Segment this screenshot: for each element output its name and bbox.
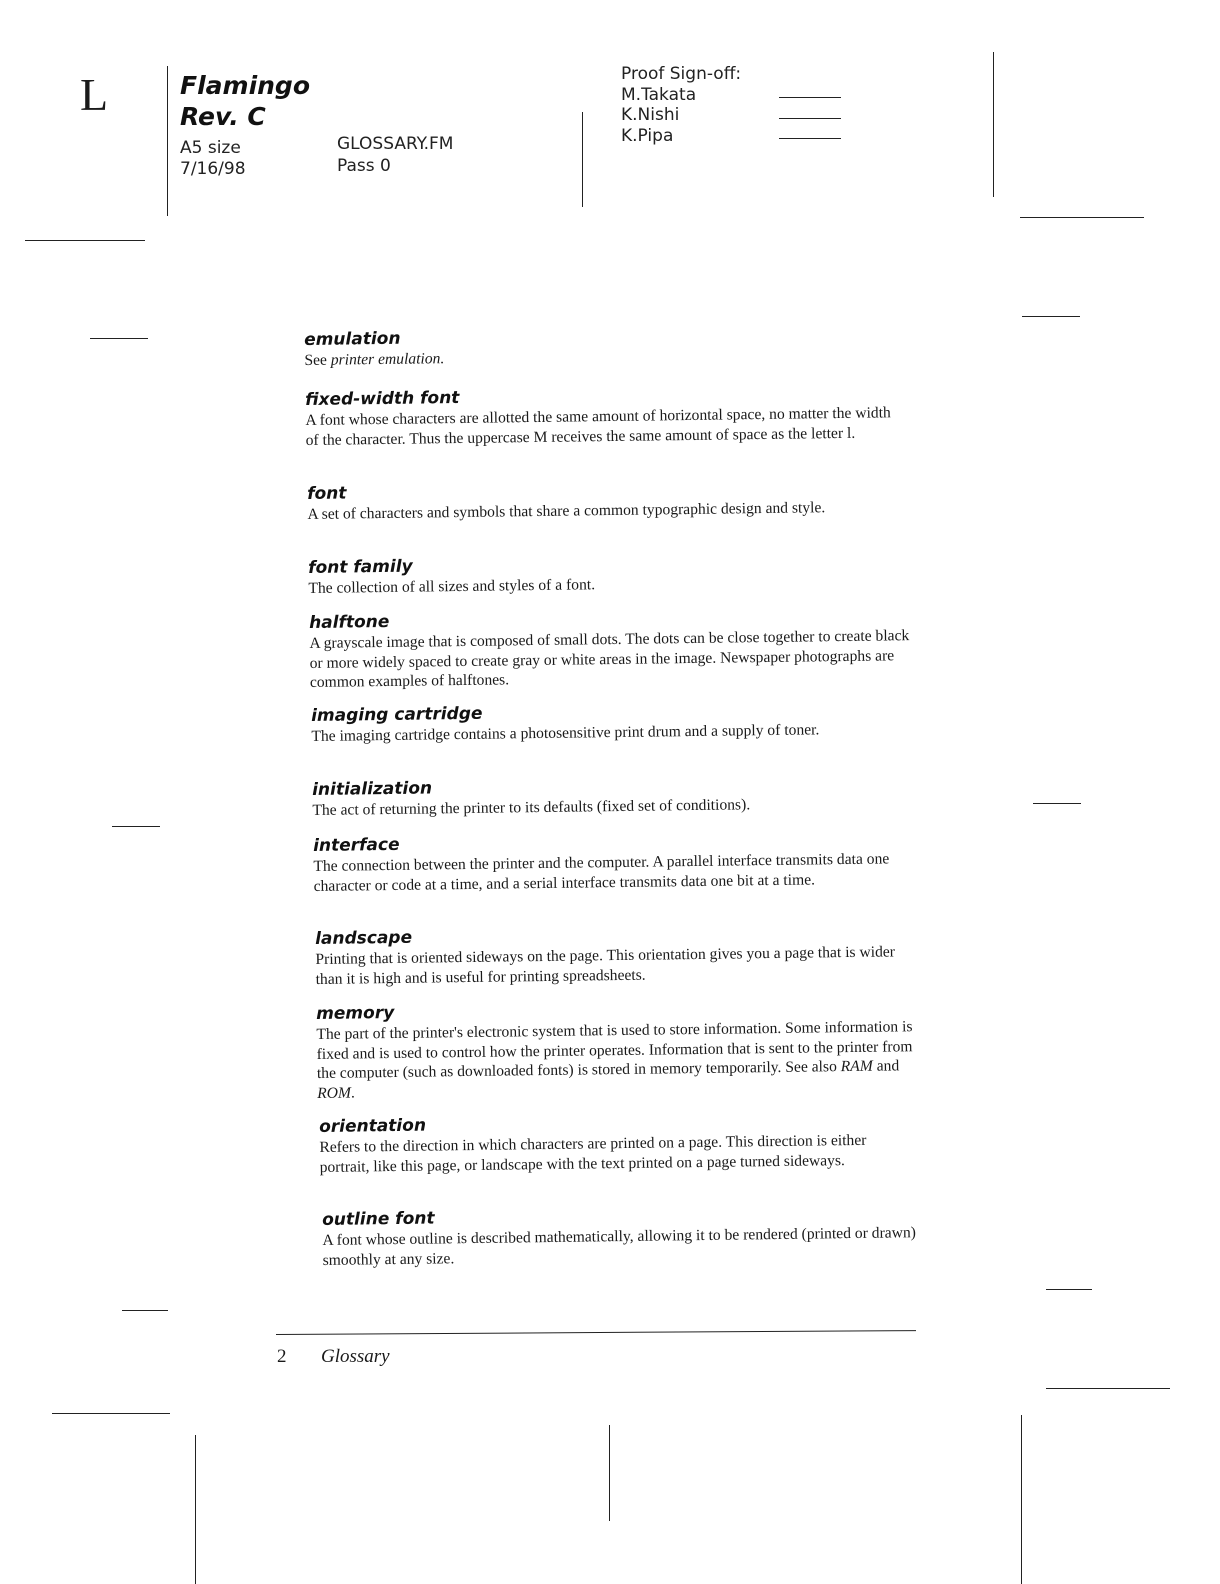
glossary-term: halftone — [309, 611, 390, 633]
glossary-entry — [313, 828, 914, 896]
footer-rule — [276, 1330, 916, 1335]
file-name: GLOSSARY.FM — [337, 134, 454, 154]
glossary-definition: See printer emulation. — [304, 350, 445, 369]
glossary-entry — [312, 772, 912, 820]
revision: Rev. C — [180, 102, 266, 131]
section-name: Glossary — [321, 1346, 390, 1367]
paper-size: A5 size — [180, 138, 241, 158]
glossary-entry — [307, 476, 907, 524]
glossary-definition: The connection between the printer and the computer. A parallel interface transmits data one character or code at a time, and a serial interface transmits data one bit at a time. — [313, 850, 890, 895]
glossary-entry — [311, 698, 911, 746]
glossary-term: memory — [316, 1002, 395, 1024]
glossary-term: font — [307, 483, 347, 504]
glossary-definition: A grayscale image that is composed of small dots. The dots can be close together to create black or more widely spaced to create gray or white areas in the image. Newspaper photographs are common examples of halftones. — [309, 627, 910, 691]
signoff-name: K.Pipa — [621, 125, 674, 146]
glossary-definition: Printing that is oriented sideways on the page. This orientation gives you a page that is wider than it is high and is useful for printing spreadsheets. — [315, 943, 896, 988]
date: 7/16/98 — [180, 159, 246, 179]
glossary-entry — [315, 921, 916, 989]
crop-mark — [52, 1413, 170, 1414]
corner-letter: L — [80, 69, 109, 120]
crop-mark — [1046, 1388, 1170, 1389]
product-name: Flamingo — [180, 71, 311, 100]
glossary-term: initialization — [312, 778, 433, 800]
glossary-entry — [305, 382, 906, 450]
glossary-term: imaging cartridge — [311, 703, 483, 726]
glossary-entry — [319, 1109, 920, 1177]
signoff-name: M.Takata — [621, 84, 697, 105]
glossary-definition: The part of the printer's electronic system that is used to store information. Some information is fixed and is used to control how the printer operates. Information that is sent to the printer from the computer (such as downloaded fonts) is stored in memory temporarily. See also RAM and ROM. — [316, 1018, 913, 1102]
glossary-term: emulation — [304, 328, 401, 350]
glossary-definition: The act of returning the printer to its defaults (fixed set of conditions). — [312, 796, 751, 819]
crop-mark — [1021, 1415, 1022, 1584]
glossary-entry — [322, 1202, 923, 1270]
glossary-entry — [316, 996, 917, 1103]
glossary-term: fixed-width font — [305, 387, 460, 410]
signoff-name: K.Nishi — [621, 105, 680, 125]
glossary-definition: Refers to the direction in which characters are printed on a page. This direction is either portrait, like this page, or landscape with the text printed on a page turned sideways. — [319, 1131, 867, 1176]
glossary-entry — [304, 322, 904, 370]
crop-mark — [195, 1435, 196, 1584]
glossary-term: landscape — [315, 927, 413, 949]
glossary-term: interface — [313, 834, 400, 856]
glossary-definition: A font whose outline is described mathematically, allowing it to be rendered (printed or drawn) smoothly at any size. — [322, 1224, 917, 1269]
glossary-term: font family — [308, 556, 413, 578]
glossary-definition: A set of characters and symbols that share a common typographic design and style. — [307, 499, 826, 523]
glossary-definition: The imaging cartridge contains a photosensitive print drum and a supply of toner. — [311, 721, 820, 745]
glossary-definition: The collection of all sizes and styles of a font. — [308, 576, 596, 597]
glossary-entry — [309, 605, 910, 692]
page-number: 2 — [277, 1346, 287, 1367]
glossary-entry — [308, 550, 908, 598]
crop-mark — [609, 1425, 610, 1521]
glossary-definition: A font whose characters are allotted the same amount of horizontal space, no matter the width of the character. Thus the uppercase M receives the same amount of space as the letter l. — [305, 404, 891, 449]
glossary-term: orientation — [319, 1115, 427, 1137]
pass: Pass 0 — [337, 156, 391, 176]
signoff-title: Proof Sign-off: — [621, 64, 742, 84]
glossary-term: outline font — [322, 1208, 435, 1230]
